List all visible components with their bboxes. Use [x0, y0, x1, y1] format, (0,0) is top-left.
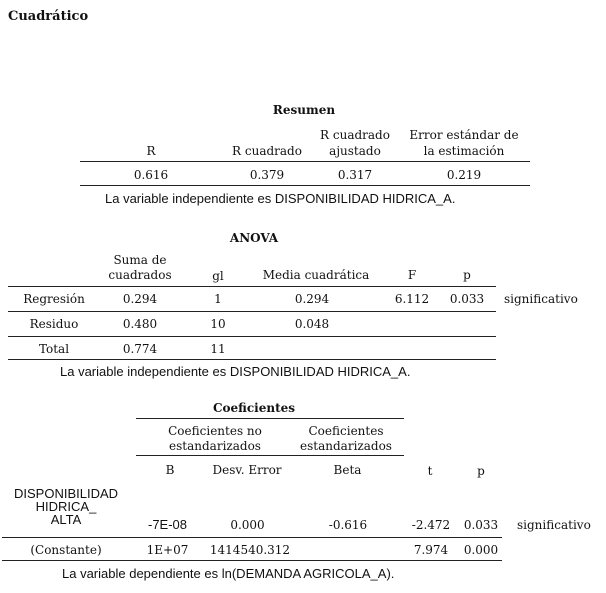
- coef-group-unstd: Coeficientes no estandarizados: [168, 424, 262, 453]
- resumen-bottom-rule: [80, 185, 530, 186]
- resumen-value-std-error: 0.219: [446, 168, 482, 182]
- anova-header-ss: Suma de cuadrados: [108, 253, 172, 282]
- anova-bottom-rule: [8, 359, 496, 360]
- coef-footnote: La variable dependiente es ln(DEMANDA AGRICOLA_A).: [62, 566, 395, 581]
- resumen-header-std-error: Error estándar de la estimación: [409, 128, 519, 158]
- anova-cell-ss: 0.774: [122, 342, 158, 356]
- anova-cell-note: significativo: [504, 292, 578, 306]
- resumen-footnote: La variable independiente es DISPONIBILIDAD HIDRICA_A.: [105, 191, 456, 206]
- anova-cell-ms: 0.048: [294, 317, 330, 331]
- anova-header-f: F: [407, 268, 417, 282]
- coef-cell-p: 0.000: [463, 543, 499, 557]
- anova-cell-f: 6.112: [394, 292, 430, 306]
- anova-title: ANOVA: [229, 231, 279, 245]
- coef-row-label: (Constante): [30, 543, 102, 557]
- anova-cell-p: 0.033: [449, 292, 485, 306]
- anova-cell-ss: 0.480: [122, 317, 158, 331]
- anova-cell-gl: 1: [214, 292, 222, 306]
- anova-header-gl: gl: [212, 269, 224, 283]
- resumen-value-r2-adj: 0.317: [337, 168, 373, 182]
- resumen-title: Resumen: [272, 103, 336, 117]
- anova-cell-gl: 10: [210, 317, 226, 331]
- coef-cell-b: 1E+07: [146, 543, 189, 557]
- coef-cell-se: 0.000: [230, 518, 265, 532]
- coef-cell-p: 0.033: [463, 518, 499, 532]
- anova-row-label: Regresión: [23, 292, 85, 306]
- anova-header-ms: Media cuadrática: [262, 268, 370, 282]
- coef-top-rule: [136, 418, 404, 419]
- anova-header-p: p: [463, 268, 471, 282]
- coef-group-std: Coeficientes estandarizados: [300, 424, 392, 453]
- anova-header-rule: [8, 286, 496, 287]
- coef-header-t: t: [427, 464, 433, 478]
- anova-cell-ss: 0.294: [122, 292, 158, 306]
- coef-group-rule: [136, 455, 404, 456]
- resumen-value-r2: 0.379: [249, 168, 285, 182]
- page-title: Cuadrático: [8, 9, 89, 24]
- resumen-header-r2-adj: R cuadrado ajustado: [320, 128, 390, 158]
- coef-cell-t: -2.472: [411, 518, 451, 532]
- anova-row-rule: [8, 311, 496, 312]
- coef-bottom-rule: [2, 560, 502, 561]
- anova-cell-ms: 0.294: [294, 292, 330, 306]
- coef-header-b: B: [165, 463, 175, 477]
- anova-row-label: Total: [38, 342, 70, 356]
- anova-row-label: Residuo: [29, 317, 79, 331]
- coef-cell-b: -7E-08: [147, 517, 188, 532]
- resumen-header-r: R: [146, 144, 156, 158]
- anova-cell-gl: 11: [210, 342, 226, 356]
- coef-row-rule: [2, 537, 502, 538]
- coef-cell-t: 7.974: [413, 543, 449, 557]
- coef-row-label: DISPONIBILIDAD HIDRICA_ ALTA: [13, 486, 119, 527]
- resumen-value-r: 0.616: [133, 168, 169, 182]
- coef-title: Coeficientes: [212, 401, 296, 415]
- anova-footnote: La variable independiente es DISPONIBILIDAD HIDRICA_A.: [60, 364, 411, 379]
- coef-header-p: p: [477, 464, 485, 478]
- coef-header-beta: Beta: [333, 463, 362, 477]
- resumen-header-r2: R cuadrado: [232, 144, 302, 158]
- resumen-header-rule: [80, 161, 530, 162]
- coef-cell-se: 1414540.312: [209, 543, 291, 557]
- coef-cell-note: significativo: [517, 518, 591, 532]
- coef-cell-beta: -0.616: [328, 518, 368, 532]
- anova-row-rule: [8, 336, 496, 337]
- coef-header-se: Desv. Error: [212, 463, 282, 477]
